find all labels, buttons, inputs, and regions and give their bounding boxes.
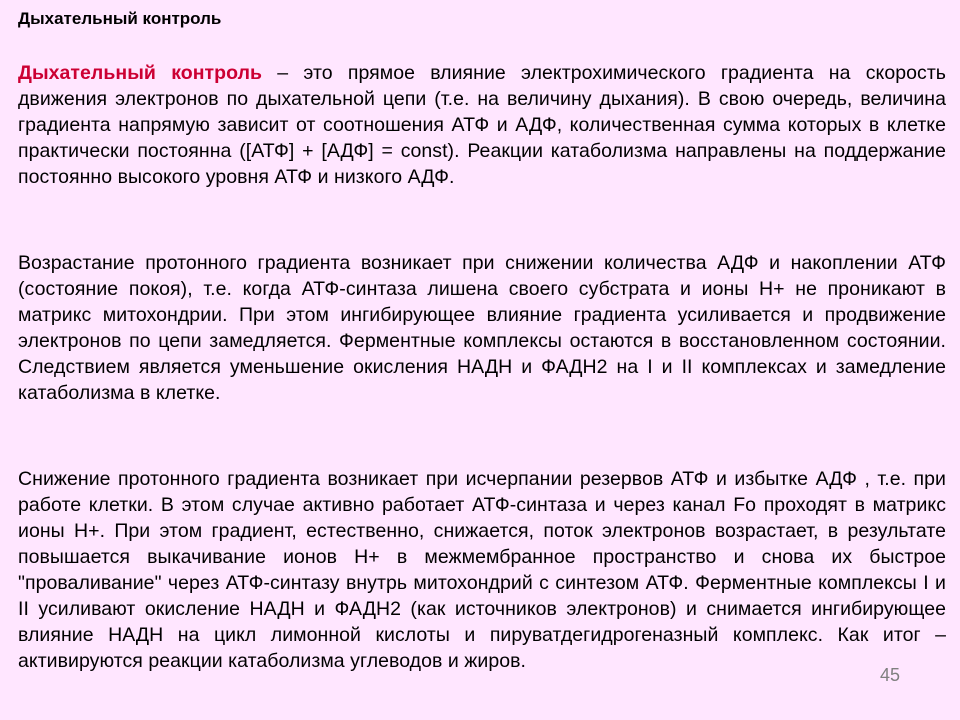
paragraph-gradient-increase: Возрастание протонного градиента возникает при снижении количества АДФ и накоплении АТФ (состояние покоя), т.е. когда АТФ-синтаза лишена своего субстрата и ионы Н+ не проникают в матрикс митохондрии. При этом ингибирующее влияние градиента усиливается и продвижение электронов по цепи замедляется. Ферментные комплексы остаются в восстановленном состоянии. Следствием является уменьшение окисления НАДН и ФАДН2 на I и II комплексах и замедление катаболизма в клетке. [18,252,946,404]
highlighted-term: Дыхательный контроль [18,62,263,84]
slide-number: 45 [879,665,900,685]
paragraph-gradient-decrease: Снижение протонного градиента возникает при исчерпании резервов АТФ и избытке АДФ , т.е. при работе клетки. В этом случае активно работает АТФ-синтаза и через канал Fo проходят в матрикс ионы Н+. При этом градиент, естественно, снижается, поток электронов возрастает, в результате повышается выкачивание ионов Н+ в межмембранное пространство и снова их быстрое "проваливание" через АТФ-синтазу внутрь митохондрий с синтезом АТФ. Ферментные комплексы I и II усиливают окисление НАДН и ФАДН2 (как источников электронов) и снимается ингибирующее влияние НАДН на цикл лимонной кислоты и пируватдегидрогеназный комплекс. Как итог – активируются реакции катаболизма углеводов и жиров. [18,468,946,672]
slide-title: Дыхательный контроль [18,9,222,28]
paragraph-definition [18,60,946,190]
definition-text: – это прямое влияние электрохимического градиента на скорость движения электронов по дыхательной цепи (т.е. на величину дыхания). В свою очередь, величина градиента напрямую зависит от соотношения АТФ и АДФ, количественная сумма которых в клетке практически постоянна ([АТФ] + [АДФ] = const). Реакции катаболизма направлены на поддержание постоянно высокого уровня АТФ и низкого АДФ. [18,62,947,188]
